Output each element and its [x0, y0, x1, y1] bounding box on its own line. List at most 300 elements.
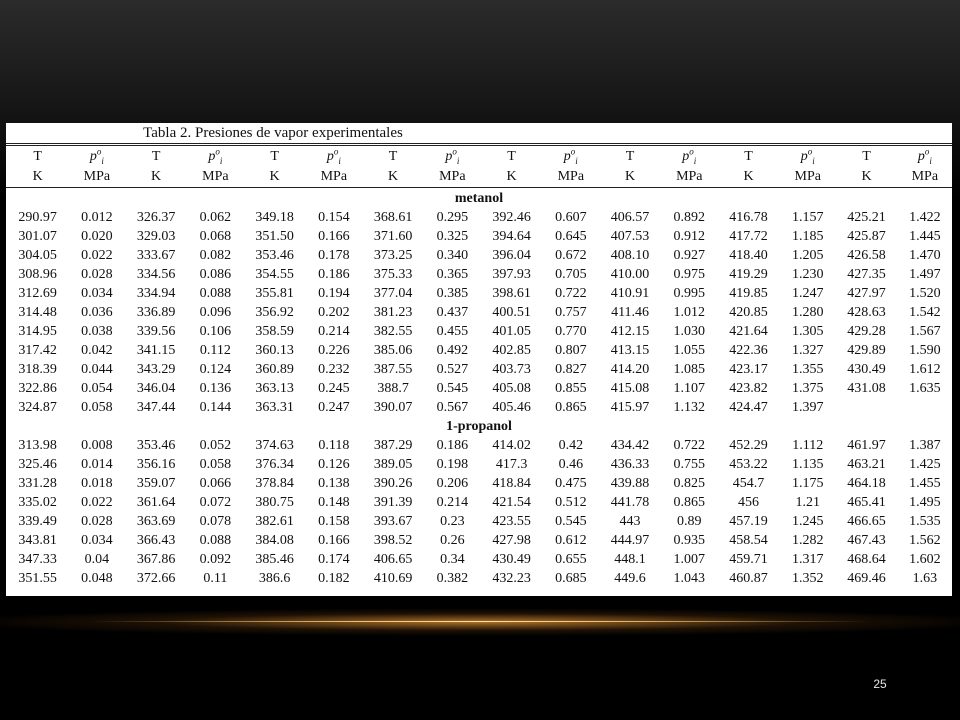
header-pressure	[69, 147, 124, 167]
temperature-cell: 391.39	[373, 495, 413, 510]
header-temperature: T	[507, 149, 516, 164]
pressure-cell: 1.397	[792, 400, 824, 415]
header-temperature: T	[270, 149, 279, 164]
temperature-cell: 410.91	[610, 286, 650, 301]
temperature-cell: 384.08	[255, 533, 294, 548]
temperature-cell: 371.60	[373, 229, 413, 244]
pressure-cell: 0.028	[81, 267, 113, 282]
pressure-cell	[898, 398, 952, 417]
pressure-cell: 1.455	[909, 476, 941, 491]
pressure-cell: 0.186	[318, 267, 350, 282]
temperature-cell: 329.03	[136, 229, 176, 244]
temperature-cell: 363.13	[255, 381, 294, 396]
header-temperature: T	[744, 149, 753, 164]
pressure-subscript: i	[219, 155, 223, 166]
temperature-cell: 377.04	[373, 286, 413, 301]
pressure-cell: 0.214	[436, 495, 469, 510]
pressure-cell: 0.088	[199, 286, 232, 301]
header-pressure	[425, 147, 480, 167]
pressure-symbol: p	[563, 149, 571, 164]
temperature-cell: 397.93	[492, 267, 531, 282]
temperature-cell: 386.6	[258, 571, 291, 586]
temperature-cell: 349.18	[255, 210, 294, 225]
temperature-cell: 396.04	[492, 248, 531, 263]
pressure-cell: 0.042	[81, 343, 113, 358]
temperature-cell: 336.89	[136, 305, 176, 320]
pressure-cell: 1.317	[792, 552, 824, 567]
temperature-cell: 425.87	[847, 229, 886, 244]
pressure-cell: 0.975	[673, 267, 706, 282]
temperature-cell: 428.63	[847, 305, 886, 320]
temperature-cell: 406.65	[373, 552, 413, 567]
pressure-cell: 0.705	[555, 267, 587, 282]
pressure-cell: 1.520	[909, 286, 941, 301]
header-pressure-unit: MPa	[320, 169, 348, 184]
pressure-cell: 0.008	[81, 438, 113, 453]
temperature-cell: 423.17	[729, 362, 768, 377]
temperature-cell: 466.65	[847, 514, 886, 529]
pressure-cell: 0.567	[436, 400, 469, 415]
pressure-cell: 1.327	[792, 343, 824, 358]
pressure-cell: 0.935	[673, 533, 706, 548]
pressure-cell: 0.058	[199, 457, 232, 472]
pressure-cell: 0.722	[555, 286, 587, 301]
table-row	[6, 208, 952, 227]
pressure-cell: 0.018	[81, 476, 113, 491]
header-pressure	[188, 147, 243, 167]
pressure-symbol: p	[917, 149, 925, 164]
temperature-cell: 375.33	[373, 267, 413, 282]
header-row-units	[6, 167, 952, 187]
pressure-cell: 0.194	[318, 286, 350, 301]
temperature-cell: 326.37	[136, 210, 176, 225]
temperature-cell: 351.50	[255, 229, 294, 244]
pressure-cell: 0.492	[436, 343, 469, 358]
temperature-cell: 347.33	[18, 552, 57, 567]
pressure-cell: 0.247	[318, 400, 350, 415]
temperature-cell: 373.25	[373, 248, 413, 263]
pressure-cell: 1.132	[673, 400, 706, 415]
temperature-cell: 339.56	[136, 324, 176, 339]
temperature-cell: 418.40	[729, 248, 768, 263]
temperature-cell: 393.67	[373, 514, 413, 529]
pressure-cell: 0.106	[199, 324, 232, 339]
pressure-cell: 0.118	[318, 438, 350, 453]
pressure-cell: 0.038	[81, 324, 113, 339]
pressure-subscript: i	[338, 155, 341, 166]
vapor-pressure-table-image	[6, 123, 952, 596]
pressure-cell: 0.148	[318, 495, 350, 510]
temperature-cell: 427.35	[847, 267, 886, 282]
pressure-symbol: p	[208, 149, 216, 164]
pressure-cell: 0.89	[677, 514, 702, 529]
pressure-cell: 0.672	[555, 248, 587, 263]
pressure-superscript: o	[807, 146, 813, 157]
pressure-cell: 1.055	[673, 343, 706, 358]
temperature-cell: 325.46	[18, 457, 57, 472]
pressure-cell: 1.282	[792, 533, 824, 548]
pressure-cell: 0.082	[199, 248, 232, 263]
pressure-cell: 0.158	[318, 514, 350, 529]
pressure-cell: 0.174	[318, 552, 350, 567]
table-row	[6, 436, 952, 455]
temperature-cell: 425.21	[847, 210, 886, 225]
pressure-cell: 0.054	[81, 381, 113, 396]
pressure-cell: 0.827	[555, 362, 587, 377]
temperature-cell: 334.94	[136, 286, 176, 301]
pressure-cell: 1.375	[792, 381, 824, 396]
pressure-cell: 0.825	[673, 476, 706, 491]
temperature-cell: 421.64	[729, 324, 768, 339]
temperature-cell: 427.98	[492, 533, 531, 548]
pressure-cell: 1.157	[792, 210, 824, 225]
table-row	[6, 246, 952, 265]
pressure-subscript: i	[693, 155, 697, 166]
temperature-cell: 363.69	[136, 514, 176, 529]
temperature-cell: 427.97	[847, 286, 886, 301]
header-temperature: T	[862, 149, 871, 164]
temperature-cell: 417.3	[495, 457, 528, 472]
temperature-cell: 356.16	[136, 457, 176, 472]
temperature-cell: 360.89	[255, 362, 294, 377]
temperature-cell: 355.81	[255, 286, 294, 301]
pressure-cell: 1.355	[792, 362, 824, 377]
pressure-cell: 0.34	[440, 552, 465, 567]
pressure-cell: 0.206	[436, 476, 469, 491]
pressure-cell: 0.385	[436, 286, 469, 301]
pressure-cell: 1.422	[909, 210, 941, 225]
temperature-cell: 314.95	[18, 324, 57, 339]
temperature-cell: 322.86	[18, 381, 57, 396]
table-title: Tabla 2. Presiones de vapor experimentales	[143, 125, 403, 141]
temperature-cell: 312.69	[18, 286, 57, 301]
pressure-cell: 0.26	[440, 533, 465, 548]
pressure-cell: 0.112	[199, 343, 231, 358]
temperature-cell: 317.42	[18, 343, 57, 358]
pressure-cell: 0.154	[318, 210, 350, 225]
temperature-cell: 382.61	[255, 514, 294, 529]
pressure-symbol: p	[682, 149, 690, 164]
temperature-cell: 436.33	[610, 457, 650, 472]
pressure-cell: 0.022	[81, 248, 113, 263]
temperature-cell: 463.21	[847, 457, 886, 472]
pressure-cell: 0.062	[199, 210, 232, 225]
temperature-cell: 354.55	[255, 267, 294, 282]
pressure-cell: 1.085	[673, 362, 706, 377]
pressure-cell: 1.175	[792, 476, 824, 491]
temperature-cell: 290.97	[18, 210, 57, 225]
temperature-cell: 388.7	[377, 381, 409, 396]
table-row	[6, 360, 952, 379]
pressure-cell: 0.138	[318, 476, 350, 491]
pressure-cell: 0.770	[555, 324, 587, 339]
pressure-cell: 0.46	[558, 457, 584, 472]
table-row	[6, 569, 952, 588]
pressure-cell: 0.232	[318, 362, 350, 377]
temperature-cell: 444.97	[610, 533, 650, 548]
temperature-cell: 413.15	[610, 343, 650, 358]
pressure-cell: 0.545	[436, 381, 469, 396]
section-label: 1-propanol	[446, 419, 512, 434]
pressure-cell: 1.043	[673, 571, 706, 586]
pressure-cell: 1.495	[909, 495, 941, 510]
pressure-cell: 0.527	[436, 362, 469, 377]
temperature-cell: 457.19	[729, 514, 768, 529]
header-pressure-unit: MPa	[83, 169, 111, 184]
pressure-symbol: p	[445, 149, 453, 164]
temperature-cell: 333.67	[136, 248, 176, 263]
temperature-cell: 380.75	[255, 495, 294, 510]
temperature-cell: 341.15	[136, 343, 176, 358]
pressure-cell: 0.685	[555, 571, 587, 586]
temperature-cell: 408.10	[610, 248, 650, 263]
pressure-subscript: i	[812, 155, 815, 166]
pressure-cell: 0.198	[436, 457, 469, 472]
footer-divider	[90, 621, 870, 622]
temperature-cell: 410.69	[373, 571, 413, 586]
pressure-cell: 0.807	[555, 343, 587, 358]
pressure-cell: 0.092	[199, 552, 232, 567]
table-row	[6, 493, 952, 512]
pressure-cell: 0.226	[318, 343, 350, 358]
temperature-cell: 416.78	[729, 210, 768, 225]
pressure-cell: 0.022	[81, 495, 113, 510]
pressure-cell: 0.545	[555, 514, 587, 529]
pressure-cell: 0.927	[673, 248, 706, 263]
pressure-cell: 1.230	[792, 267, 824, 282]
header-pressure	[780, 147, 835, 167]
temperature-cell: 359.07	[136, 476, 176, 491]
temperature-cell: 422.36	[729, 343, 768, 358]
pressure-cell: 1.635	[909, 381, 941, 396]
pressure-cell: 0.012	[81, 210, 113, 225]
temperature-cell: 301.07	[18, 229, 57, 244]
header-temperature-unit: K	[506, 169, 517, 184]
pressure-cell: 1.247	[792, 286, 824, 301]
temperature-cell: 456	[738, 495, 760, 510]
header-pressure-unit: MPa	[911, 169, 939, 184]
pressure-cell: 0.340	[436, 248, 469, 263]
pressure-cell: 1.012	[673, 305, 706, 320]
temperature-cell: 339.49	[18, 514, 57, 529]
pressure-cell: 0.182	[318, 571, 350, 586]
temperature-cell: 418.84	[492, 476, 531, 491]
pressure-cell: 0.028	[81, 514, 113, 529]
temperature-cell: 453.22	[729, 457, 768, 472]
temperature-cell: 465.41	[847, 495, 886, 510]
temperature-cell: 304.05	[18, 248, 57, 263]
temperature-cell: 424.47	[729, 400, 768, 415]
temperature-cell: 432.23	[492, 571, 531, 586]
section-header-row	[6, 417, 952, 436]
pressure-cell: 1.425	[909, 457, 941, 472]
table-row	[6, 265, 952, 284]
temperature-cell: 415.97	[610, 400, 650, 415]
temperature-cell: 469.46	[847, 571, 886, 586]
pressure-subscript: i	[575, 155, 578, 166]
header-temperature: T	[625, 149, 635, 164]
pressure-cell: 0.612	[555, 533, 587, 548]
temperature-cell: 385.46	[255, 552, 294, 567]
temperature-cell: 412.15	[610, 324, 650, 339]
temperature-cell: 351.55	[18, 571, 57, 586]
temperature-cell: 385.06	[373, 343, 413, 358]
temperature-cell: 394.64	[492, 229, 531, 244]
temperature-cell: 461.97	[847, 438, 886, 453]
pressure-cell: 1.205	[792, 248, 824, 263]
temperature-cell: 401.05	[492, 324, 531, 339]
table-row	[6, 284, 952, 303]
temperature-cell: 454.7	[732, 476, 765, 491]
temperature-cell: 376.34	[255, 457, 294, 472]
pressure-cell: 1.542	[909, 305, 941, 320]
pressure-cell: 0.42	[558, 438, 584, 453]
temperature-cell: 402.85	[492, 343, 531, 358]
pressure-cell: 0.078	[199, 514, 232, 529]
pressure-cell: 0.096	[199, 305, 232, 320]
header-temperature-unit: K	[861, 169, 872, 184]
table-row	[6, 227, 952, 246]
pressure-cell: 0.645	[555, 229, 587, 244]
pressure-cell: 0.23	[440, 514, 465, 529]
temperature-cell: 414.02	[492, 438, 531, 453]
pressure-cell: 1.470	[909, 248, 941, 263]
header-pressure	[898, 147, 952, 167]
pressure-cell: 0.892	[673, 210, 706, 225]
pressure-cell: 1.107	[673, 381, 706, 396]
pressure-cell: 0.475	[555, 476, 587, 491]
pressure-cell: 0.722	[673, 438, 706, 453]
pressure-cell: 0.512	[555, 495, 587, 510]
pressure-symbol: p	[800, 149, 808, 164]
temperature-cell: 381.23	[373, 305, 413, 320]
pressure-cell: 0.245	[318, 381, 350, 396]
pressure-superscript: o	[689, 146, 694, 157]
pressure-cell: 0.034	[81, 533, 113, 548]
pressure-cell: 0.865	[555, 400, 587, 415]
pressure-cell: 1.030	[673, 324, 706, 339]
pressure-cell: 0.214	[318, 324, 350, 339]
pressure-subscript: i	[929, 155, 932, 166]
pressure-cell: 0.437	[436, 305, 469, 320]
temperature-cell: 434.42	[610, 438, 650, 453]
pressure-cell: 1.21	[795, 495, 821, 510]
pressure-cell: 1.63	[912, 571, 938, 586]
pressure-superscript: o	[452, 146, 457, 157]
temperature-cell: 366.43	[136, 533, 176, 548]
pressure-cell: 1.135	[792, 457, 824, 472]
header-pressure-unit: MPa	[794, 169, 821, 184]
header-temperature-unit: K	[151, 169, 162, 184]
pressure-cell: 1.445	[909, 229, 941, 244]
pressure-cell: 0.058	[81, 400, 113, 415]
temperature-cell: 346.04	[136, 381, 176, 396]
temperature-cell: 356.92	[255, 305, 294, 320]
temperature-cell: 324.87	[18, 400, 57, 415]
pressure-cell: 0.020	[81, 229, 113, 244]
pressure-cell: 0.04	[84, 552, 110, 567]
pressure-cell: 0.295	[436, 210, 469, 225]
header-pressure	[662, 147, 717, 167]
temperature-cell: 353.46	[136, 438, 176, 453]
temperature-cell: 331.28	[18, 476, 57, 491]
pressure-cell: 0.086	[199, 267, 232, 282]
header-temperature-unit: K	[388, 169, 399, 184]
temperature-cell: 308.96	[18, 267, 57, 282]
temperature-cell: 459.71	[729, 552, 768, 567]
table-row	[6, 474, 952, 493]
pressure-cell: 0.912	[673, 229, 706, 244]
pressure-cell: 0.865	[673, 495, 706, 510]
temperature-cell: 387.29	[373, 438, 413, 453]
pressure-cell: 1.245	[792, 514, 824, 529]
pressure-cell: 0.325	[436, 229, 469, 244]
pressure-cell: 0.202	[318, 305, 350, 320]
pressure-cell: 1.567	[909, 324, 941, 339]
pressure-cell: 0.126	[318, 457, 350, 472]
pressure-cell: 1.007	[673, 552, 706, 567]
table-row	[6, 341, 952, 360]
pressure-cell: 1.305	[792, 324, 824, 339]
temperature-cell: 361.64	[136, 495, 176, 510]
pressure-superscript: o	[570, 146, 576, 157]
pressure-cell: 0.088	[199, 533, 232, 548]
table-row	[6, 550, 952, 569]
pressure-cell: 0.995	[673, 286, 706, 301]
temperature-cell: 431.08	[847, 381, 886, 396]
header-temperature: T	[33, 149, 42, 164]
temperature-cell: 343.81	[18, 533, 57, 548]
temperature-cell: 360.13	[255, 343, 294, 358]
table-row	[6, 322, 952, 341]
pressure-cell: 0.365	[436, 267, 469, 282]
temperature-cell: 419.85	[729, 286, 768, 301]
temperature-cell: 398.61	[492, 286, 531, 301]
temperature-cell: 464.18	[847, 476, 886, 491]
temperature-cell: 449.6	[614, 571, 646, 586]
pressure-cell: 1.112	[792, 438, 824, 453]
header-pressure-unit: MPa	[202, 169, 229, 184]
section-label: metanol	[454, 191, 504, 206]
pressure-cell: 0.124	[199, 362, 232, 377]
temperature-cell: 405.08	[492, 381, 531, 396]
pressure-superscript: o	[333, 146, 339, 157]
temperature-cell: 343.29	[136, 362, 176, 377]
pressure-cell: 0.048	[81, 571, 113, 586]
temperature-cell: 390.26	[373, 476, 413, 491]
temperature-cell: 429.28	[847, 324, 886, 339]
pressure-symbol: p	[326, 149, 334, 164]
pressure-cell: 0.068	[199, 229, 232, 244]
temperature-cell: 430.49	[492, 552, 531, 567]
temperature-cell: 390.07	[373, 400, 413, 415]
temperature-cell: 374.63	[255, 438, 294, 453]
pressure-symbol: p	[89, 149, 97, 164]
pressure-cell: 1.535	[909, 514, 941, 529]
pressure-cell: 0.166	[318, 533, 350, 548]
page-number: 25	[873, 677, 887, 691]
temperature-cell: 358.59	[255, 324, 294, 339]
table-row	[6, 455, 952, 474]
temperature-cell: 363.31	[255, 400, 294, 415]
pressure-cell: 0.166	[318, 229, 350, 244]
pressure-cell: 1.185	[792, 229, 824, 244]
table-row	[6, 531, 952, 550]
temperature-cell: 417.72	[729, 229, 768, 244]
pressure-cell: 0.382	[436, 571, 469, 586]
table-row	[6, 379, 952, 398]
temperature-cell: 421.54	[492, 495, 531, 510]
